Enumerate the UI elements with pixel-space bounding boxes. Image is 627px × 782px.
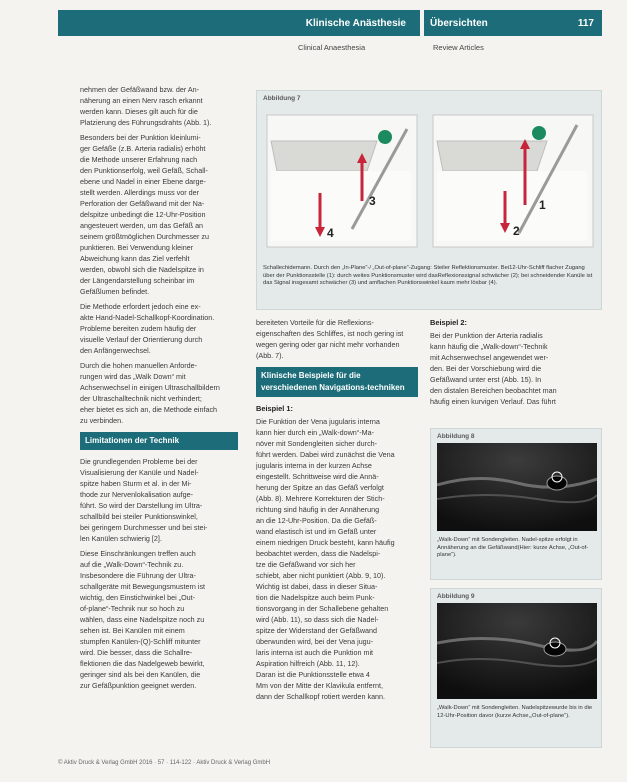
- text-line: Diese Einschränkungen treffen auch: [80, 549, 196, 558]
- text-line: näherung an einen Nerv rasch erkannt: [80, 96, 203, 105]
- text-line: den distalen Bereichen beobachtet man: [430, 386, 557, 395]
- text-line: an die 12-Uhr-Position. Da die Gefäß-: [256, 516, 377, 525]
- text-line: zur Gefäßpunktion geeignet werden.: [80, 681, 197, 690]
- text-line: Gefäßlumen befindet.: [80, 287, 150, 296]
- text-line: Visualisierung der Kanüle und Nadel-: [80, 468, 199, 477]
- text-line: Schallechidemann. Durch den „In-Plane“-/ „Out-of-plane“-Zugang: Steiler Reflektionsmuster. Bei: [263, 265, 510, 271]
- text-line: Gefäßwand unter erst (Abb. 15). In: [430, 375, 542, 384]
- text-line: 12-Uhr-Schliff flacher Zugang über der Punktionsstelle (1): durch weites Punktionsmuster wird das: [263, 265, 585, 279]
- text-line: Aspiration hilfreich (Abb. 11, 12).: [256, 659, 360, 668]
- paragraph: [80, 360, 238, 426]
- text-line: dann der Schallkopf rotiert werden kann.: [256, 692, 386, 701]
- header-section-title: Klinische Anästhesie: [305, 17, 406, 29]
- text-line: (Hier: kurze Achse, „Out-of-plane“).: [437, 544, 589, 559]
- text-line: laris interna ist auch die Punktion mit: [256, 648, 374, 657]
- text-line: „Walk-Down“ mit Sondengleiten. Nadel-: [437, 537, 539, 543]
- text-line: Perforation der Gefäßwand mit der Na-: [80, 199, 205, 208]
- text-column-2: [256, 317, 418, 706]
- marker-3: 3: [369, 194, 376, 208]
- text-line: visuelle Verlauf der Orientierung durch: [80, 335, 203, 344]
- section-heading-examples: Klinische Beispiele für die verschiedenen Navigations-techniken: [256, 367, 418, 397]
- text-line: eingestellt. Schrittweise wird die Annä-: [256, 472, 379, 481]
- text-line: Durch die hohen manuellen Anforde-: [80, 361, 198, 370]
- paragraph: [256, 416, 418, 702]
- text-line: wird (Abb. 11), so dass sich die Nadel-: [256, 615, 379, 624]
- text-line: Besonders bei der Punktion kleinlumi-: [80, 133, 201, 142]
- text-line: stellt werden. Allerdings muss vor der: [80, 188, 200, 197]
- header-subtitle-en: Clinical Anaesthesia: [298, 43, 366, 52]
- section-heading-limitations: Limitationen der Technik: [80, 432, 238, 450]
- text-line: wird. Die besser, dass die Schallre-: [80, 648, 193, 657]
- example-heading: Beispiel 1:: [256, 404, 293, 413]
- figure-label: Abbildung 7: [263, 95, 301, 102]
- text-line: der Längendarstellung scheinbar im: [80, 276, 195, 285]
- figure-8: [430, 428, 602, 580]
- header-section-bar: [58, 10, 420, 36]
- text-line: zu verbinden.: [80, 416, 124, 425]
- text-line: „Out-of-plane“).: [530, 712, 570, 719]
- header-subtitle-en2: Review Articles: [433, 43, 484, 52]
- text-line: nehmen der Gefäßwand bzw. der An-: [80, 85, 200, 94]
- text-line: mit Achsenwechsel angewendet wer-: [430, 353, 549, 362]
- text-line: ger Gefäße (z.B. Arteria radialis) erhöht: [80, 144, 206, 153]
- paragraph: [80, 456, 238, 544]
- text-column-3: [430, 317, 600, 411]
- text-line: (Abb. 7).: [256, 351, 284, 360]
- text-line: spitze erfolgt in Annäherung an die Gefäßwand: [437, 537, 578, 551]
- text-line: bereiteten Vorteile für die Reflexions-: [256, 318, 374, 327]
- text-line: spitze haben Sturm et al. in der Mi-: [80, 479, 192, 488]
- text-line: Bei der Punktion der Arteria radialis: [430, 331, 543, 340]
- text-line: wurde bis in die 12-Uhr-Position davor (kurze Achse,: [437, 705, 593, 719]
- green-dot-icon: [532, 126, 546, 140]
- text-line: Die Methode erfordert jedoch eine ex-: [80, 302, 201, 311]
- text-line: delspitze unbedingt die 12-Uhr-Position: [80, 210, 206, 219]
- text-line: Die Funktion der Vena jugularis interna: [256, 417, 380, 426]
- figure-caption: [437, 705, 597, 720]
- header-review-title: Übersichten: [430, 17, 488, 29]
- text-line: führt werden. Dabei wird zunächst die Vena: [256, 450, 395, 459]
- paragraph: [256, 317, 418, 361]
- text-line: Mm von der Mitte der Klavikula entfernt,: [256, 681, 384, 690]
- text-line: (Abb. 8). Mehrere Korrekturen der Stich-: [256, 494, 385, 503]
- paragraph: [80, 84, 238, 128]
- marker-2: 2: [513, 224, 520, 238]
- text-line: schiebt, aber nicht punktiert (Abb. 9, 10).: [256, 571, 386, 580]
- text-line: eigenschaften des Schliffes, ist noch gering ist: [256, 329, 404, 338]
- text-line: len Kanülen schwierig [2].: [80, 534, 162, 543]
- text-line: Die grundlegenden Probleme bei der: [80, 457, 198, 466]
- text-line: akte Hand-Nadel-Schallkopf-Koordination.: [80, 313, 215, 322]
- text-line: „Walk-Down“ mit Sondengleiten. Nadelspitze: [437, 705, 552, 711]
- diagram-left-panel: [267, 115, 417, 247]
- text-line: of-plane“-Technik nur so hoch zu: [80, 604, 185, 613]
- text-line: werden, obwohl sich die Nadelspitze in: [80, 265, 204, 274]
- figure-caption: [437, 537, 597, 560]
- figure-label: Abbildung 8: [437, 433, 475, 440]
- header-review-bar: [424, 10, 602, 36]
- probe-shape: [437, 141, 547, 171]
- text-line: rungen wird das „Walk Down“ mit: [80, 372, 186, 381]
- text-line: beobachtet werden, dass die Nadelspi-: [256, 549, 381, 558]
- text-line: wichtig, den Einstichwinkel bei „Out-: [80, 593, 196, 602]
- text-line: die Methode unserer Erfahrung nach: [80, 155, 198, 164]
- text-line: Achsenwechsel in einigen Ultraschallbildern: [80, 383, 220, 392]
- text-line: werden kann. Dieses gilt auch für die: [80, 107, 198, 116]
- text-line: Abweichung kann das Ziel verfehlt: [80, 254, 190, 263]
- text-line: wählen, dass eine Nadelspitze noch zu: [80, 615, 205, 624]
- text-line: tze die Gefäßwand vor sich her: [256, 560, 356, 569]
- figure-label: Abbildung 9: [437, 593, 475, 600]
- text-line: herung der Spitze an das Gefäß verfolgt: [256, 483, 384, 492]
- text-line: Reflexionssignal schwächer (2); bei schneidender Kanüle ist das Signal insgesamt schwächer (3) und am: [263, 272, 593, 287]
- text-column-1: [80, 84, 238, 695]
- text-line: bei geringem Durchmesser und bei stei-: [80, 523, 208, 532]
- paragraph: [430, 330, 600, 407]
- needle-diagram: [257, 101, 603, 261]
- text-line: Platzierung des Führungsdrahts (Abb. 1).: [80, 118, 212, 127]
- text-line: schallbild bei steiler Punktionswinkel,: [80, 512, 198, 521]
- text-line: schallgeräte mit Bewegungsmustern ist: [80, 582, 206, 591]
- text-line: eher bietet es sich an, die Methode einfach: [80, 405, 218, 414]
- text-line: jugularis interna in der kurzen Achse: [256, 461, 372, 470]
- figure-9: [430, 588, 602, 748]
- text-line: angesteuert werden, um das Gefäß an: [80, 221, 204, 230]
- text-line: spitze der Widerstand der Gefäßwand: [256, 626, 378, 635]
- text-line: den Anfängerwechsel.: [80, 346, 151, 355]
- text-line: richtung sind häufig in der Annäherung: [256, 505, 380, 514]
- page-footer: © Aktiv Druck & Verlag GmbH 2016 · 57 · 114-122 · Aktiv Druck & Verlag GmbH: [58, 760, 271, 766]
- text-line: Daran ist die Punktionsstelle etwa 4: [256, 670, 370, 679]
- figure-7: [256, 90, 602, 310]
- text-line: kann häufig die „Walk-down“-Technik: [430, 342, 548, 351]
- green-dot-icon: [378, 130, 392, 144]
- text-line: ebene und Nadel in einer Ebene darge-: [80, 177, 206, 186]
- text-line: seinem größtmöglichen Durchmesser zu: [80, 232, 210, 241]
- text-line: thode zur Nervenlokalisation aufge-: [80, 490, 194, 499]
- text-line: flektionen die das Nadelgeweb bewirkt,: [80, 659, 205, 668]
- text-line: den. Bei der Vorschiebung wird die: [430, 364, 542, 373]
- text-line: Probleme bereiten zudem häufig der: [80, 324, 197, 333]
- ultrasound-image: [437, 443, 597, 531]
- text-line: punktieren. Bei Verwendung kleiner: [80, 243, 194, 252]
- text-line: növer mit Sondengleiten sicher durch-: [256, 439, 378, 448]
- text-line: auf die „Walk-Down“-Technik zu.: [80, 560, 184, 569]
- text-line: stumpfen Kanülen-(Q)-Schliff mitunter: [80, 637, 201, 646]
- text-line: flachen Punktionswinkel kaum mehr lösbar (4).: [377, 280, 498, 287]
- text-line: einem niedrigen Druck besteht, kann häufig: [256, 538, 395, 547]
- ultrasound-image: [437, 603, 597, 699]
- text-line: der Ultraschalltechnik nicht verhindert;: [80, 394, 202, 403]
- text-line: wand elastisch ist und im Gefäß unter: [256, 527, 377, 536]
- paragraph: [80, 132, 238, 297]
- text-line: überwunden wird, bei der Vena jugu-: [256, 637, 374, 646]
- example-heading: Beispiel 2:: [430, 318, 467, 327]
- figure-caption: [263, 265, 597, 288]
- text-line: wegen gering oder gar nicht mehr vorhanden: [256, 340, 400, 349]
- page-number: 117: [577, 17, 594, 29]
- diagram-right-panel: [433, 115, 593, 247]
- marker-1: 1: [539, 198, 546, 212]
- text-line: tionsvorgang in der Schallebene gehalten: [256, 604, 389, 613]
- text-line: den Punktionserfolg, weil Gefäß, Schall-: [80, 166, 208, 175]
- text-line: Insbesondere die Führung der Ultra-: [80, 571, 196, 580]
- text-line: führt. So wird der Darstellung im Ultra-: [80, 501, 203, 510]
- text-line: sehen ist. Bei Kanülen mit einem: [80, 626, 185, 635]
- marker-4: 4: [327, 226, 334, 240]
- text-line: Wichtig ist dabei, dass in dieser Situa-: [256, 582, 378, 591]
- text-line: kann hier durch ein „Walk-down“-Ma-: [256, 428, 374, 437]
- paragraph: [80, 548, 238, 691]
- text-line: geringer sind als bei den Kanülen, die: [80, 670, 201, 679]
- paragraph: [80, 301, 238, 356]
- text-line: tion die Nadelspitze auch beim Punk-: [256, 593, 375, 602]
- text-line: häufig einen kurvigen Verlauf. Das führt: [430, 397, 556, 406]
